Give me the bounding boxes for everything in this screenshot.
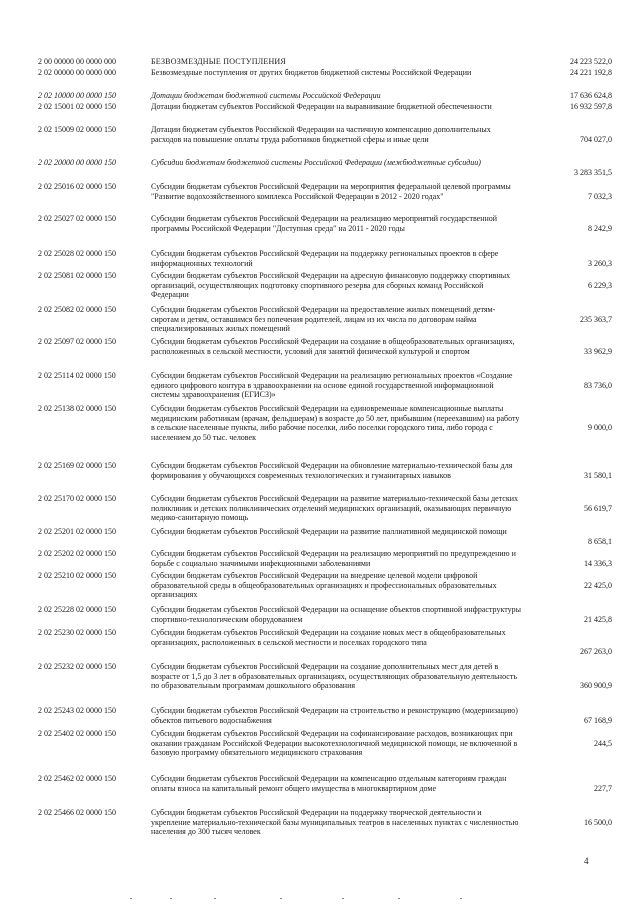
- revenue-amount: 16 932 597,8: [570, 102, 612, 111]
- revenue-amount: 67 168,9: [584, 715, 612, 725]
- revenue-code: 2 02 25114 02 0000 150: [38, 371, 116, 380]
- revenue-amount: 21 425,8: [584, 614, 612, 624]
- revenue-code: 2 02 25169 02 0000 150: [38, 461, 116, 470]
- revenue-name: Субсидии бюджетам субъектов Российской Федерации на обновление материально-технической базы для формирования у обучающихся современных технологических и гуманитарных навыков: [151, 461, 513, 480]
- revenue-amount: 31 580,1: [584, 470, 612, 480]
- revenue-name: Субсидии бюджетам субъектов Российской Федерации на софинансирование расходов, возникающих при оказании гражданам Российской Федерации высокотехнологичной медицинской помощи, не включенной в базовую программу обязательного медицинского страхования: [151, 729, 518, 758]
- revenue-name: Безвозмездные поступления от других бюджетов бюджетной системы Российской Федерации: [151, 68, 472, 77]
- revenue-code: 2 02 25232 02 0000 150: [38, 662, 116, 671]
- revenue-amount: 360 900,9: [580, 681, 612, 691]
- revenue-amount: 14 336,3: [584, 558, 612, 568]
- revenue-name: Субсидии бюджетам субъектов Российской Федерации на строительство и реконструкцию (модернизацию) объектов питьевого водоснабжения: [151, 706, 518, 725]
- revenue-code: 2 00 00000 00 0000 000: [38, 57, 116, 66]
- revenue-code: 2 02 25028 02 0000 150: [38, 249, 116, 258]
- revenue-name: Субсидии бюджетам субъектов Российской Федерации на поддержку региональных проектов в сфере информационных технологий: [151, 249, 499, 268]
- revenue-amount: 17 636 624,8: [570, 91, 612, 100]
- revenue-code: 2 02 25462 02 0000 150: [38, 774, 116, 783]
- revenue-name: БЕЗВОЗМЕЗДНЫЕ ПОСТУПЛЕНИЯ: [151, 57, 286, 66]
- revenue-amount: 704 027,0: [580, 134, 612, 144]
- revenue-amount: 22 425,0: [584, 580, 612, 590]
- revenue-code: 2 02 25466 02 0000 150: [38, 808, 116, 817]
- revenue-amount: 8 658,1: [588, 536, 612, 546]
- revenue-amount: 24 223 522,0: [570, 57, 612, 66]
- revenue-amount: 244,5: [594, 738, 612, 748]
- revenue-code: 2 02 25138 02 0000 150: [38, 404, 116, 413]
- revenue-name: Субсидии бюджетам субъектов Российской Федерации на поддержку творческой деятельности и укрепление материально-технической базы муниципальных театров в населенных пунктах с численностью населения до 300 тысяч человек: [151, 808, 519, 837]
- revenue-amount: 8 242,9: [588, 223, 612, 233]
- revenue-code: 2 02 25027 02 0000 150: [38, 214, 116, 223]
- revenue-name: Субсидии бюджетам субъектов Российской Федерации на единовременные компенсационные выплаты медицинским работникам (врачам, фельдшерам) в возрасте до 50 лет, прибывшим (переехавшим) на работу в сельские населенные пункты, либо рабочие поселки, либо поселки городского типа, либо города с населением до 50 тыс. человек: [151, 404, 520, 442]
- revenue-code: 2 02 25097 02 0000 150: [38, 337, 116, 346]
- revenue-code: 2 02 10000 00 0000 150: [38, 91, 116, 100]
- revenue-code: 2 02 25210 02 0000 150: [38, 571, 116, 580]
- revenue-name: Субсидии бюджетам субъектов Российской Федерации на адресную финансовую поддержку спортивных организаций, осуществляющих подготовку спортивного резерва для сборных команд Российской Федерации: [151, 271, 511, 300]
- revenue-name: Дотации бюджетам бюджетной системы Российской Федерации: [151, 91, 381, 100]
- revenue-code: 2 02 25016 02 0000 150: [38, 182, 116, 191]
- revenue-name: Субсидии бюджетам субъектов Российской Федерации на создание дополнительных мест для детей в возрасте от 1,5 до 3 лет в образовательных организациях, осуществляющих образовательную деятельность по образовательным программам дошкольного образования: [151, 662, 517, 691]
- revenue-amount: 33 962,9: [584, 346, 612, 356]
- revenue-code: 2 02 25082 02 0000 150: [38, 305, 116, 314]
- revenue-amount: 24 221 192,8: [570, 68, 612, 77]
- revenue-amount: 7 032,3: [588, 191, 612, 201]
- revenue-name: Субсидии бюджетам субъектов Российской Федерации на развитие паллиативной медицинской помощи: [151, 527, 507, 536]
- revenue-name: Субсидии бюджетам субъектов Российской Федерации на реализацию мероприятий по предупреждению и борьбе с социально значимыми инфекционными заболеваниями: [151, 549, 516, 568]
- revenue-amount: 56 619,7: [584, 503, 612, 513]
- revenue-code: 2 02 25228 02 0000 150: [38, 605, 116, 614]
- revenue-name: Субсидии бюджетам субъектов Российской Федерации на реализацию региональных проектов «Создание единого цифрового контура в здравоохранении на основе единой государственной информационной системы здравоохранения (ЕГИСЗ)»: [151, 371, 513, 400]
- revenue-name: Субсидии бюджетам субъектов Российской Федерации на создание в общеобразовательных организациях, расположенных в сельской местности, условий для занятий физической культурой и спортом: [151, 337, 515, 356]
- revenue-amount: 9 000,0: [588, 423, 612, 433]
- revenue-code: 2 02 00000 00 0000 000: [38, 68, 116, 77]
- revenue-name: Дотации бюджетам субъектов Российской Федерации на выравнивание бюджетной обеспеченности: [151, 102, 492, 111]
- revenue-name: Дотации бюджетам субъектов Российской Федерации на частичную компенсацию дополнительных расходов на повышение оплаты труда работников бюджетной сферы и иные цели: [151, 125, 491, 144]
- revenue-amount: 16 500,0: [584, 817, 612, 827]
- revenue-amount: 235 363,7: [580, 314, 612, 324]
- revenue-code: 2 02 25243 02 0000 150: [38, 706, 116, 715]
- revenue-code: 2 02 15009 02 0000 150: [38, 125, 116, 134]
- revenue-amount: 6 229,3: [588, 280, 612, 290]
- revenue-name: Субсидии бюджетам субъектов Российской Федерации на создание новых мест в общеобразовательных организациях, расположенных в сельской местности и поселках городского типа: [151, 628, 506, 647]
- revenue-name: Субсидии бюджетам субъектов Российской Федерации на реализацию мероприятий государственной программы Российской Федерации "Доступная среда" на 2011 - 2020 годы: [151, 214, 498, 233]
- revenue-code: 2 02 25202 02 0000 150: [38, 549, 116, 558]
- scan-artifacts: [130, 896, 490, 902]
- revenue-name: Субсидии бюджетам бюджетной системы Российской Федерации (межбюджетные субсидии): [151, 158, 481, 167]
- revenue-name: Субсидии бюджетам субъектов Российской Федерации на компенсацию отдельным категориям граждан оплаты взноса на капитальный ремонт общего имущества в многоквартирном доме: [151, 774, 507, 793]
- revenue-amount: 267 263,0: [580, 647, 612, 657]
- revenue-code: 2 02 15001 02 0000 150: [38, 102, 116, 111]
- revenue-name: Субсидии бюджетам субъектов Российской Федерации на мероприятия федеральной целевой программы "Развитие водохозяйственного комплекса Российской Федерации в 2012 - 2020 годах": [151, 182, 511, 201]
- revenue-name: Субсидии бюджетам субъектов Российской Федерации на предоставление жилых помещений детям-сиротам и детям, оставшимся без попечения родителей, лицам из их числа по договорам найма специализированных жилых помещений: [151, 305, 496, 334]
- revenue-amount: 83 736,0: [584, 380, 612, 390]
- revenue-code: 2 02 25230 02 0000 150: [38, 628, 116, 637]
- revenue-code: 2 02 25402 02 0000 150: [38, 729, 116, 738]
- revenue-code: 2 02 20000 00 0000 150: [38, 158, 116, 167]
- revenue-amount: 3 260,3: [588, 258, 612, 268]
- revenue-amount: 227,7: [594, 783, 612, 793]
- page-number: 4: [584, 856, 589, 866]
- revenue-name: Субсидии бюджетам субъектов Российской Федерации на оснащение объектов спортивной инфраструктуры спортивно-технологическим оборудованием: [151, 605, 521, 624]
- revenue-amount: 3 283 351,5: [574, 167, 612, 177]
- revenue-name: Субсидии бюджетам субъектов Российской Федерации на внедрение целевой модели цифровой образовательной среды в общеобразовательных организациях и профессиональных образовательных организациях: [151, 571, 497, 600]
- revenue-code: 2 02 25201 02 0000 150: [38, 527, 116, 536]
- revenue-code: 2 02 25170 02 0000 150: [38, 494, 116, 503]
- revenue-code: 2 02 25081 02 0000 150: [38, 271, 116, 280]
- revenue-name: Субсидии бюджетам субъектов Российской Федерации на развитие материально-технической базы детских поликлиник и детских поликлинических отделений медицинских организаций, оказывающих первичную медико-санитарную помощь: [151, 494, 519, 523]
